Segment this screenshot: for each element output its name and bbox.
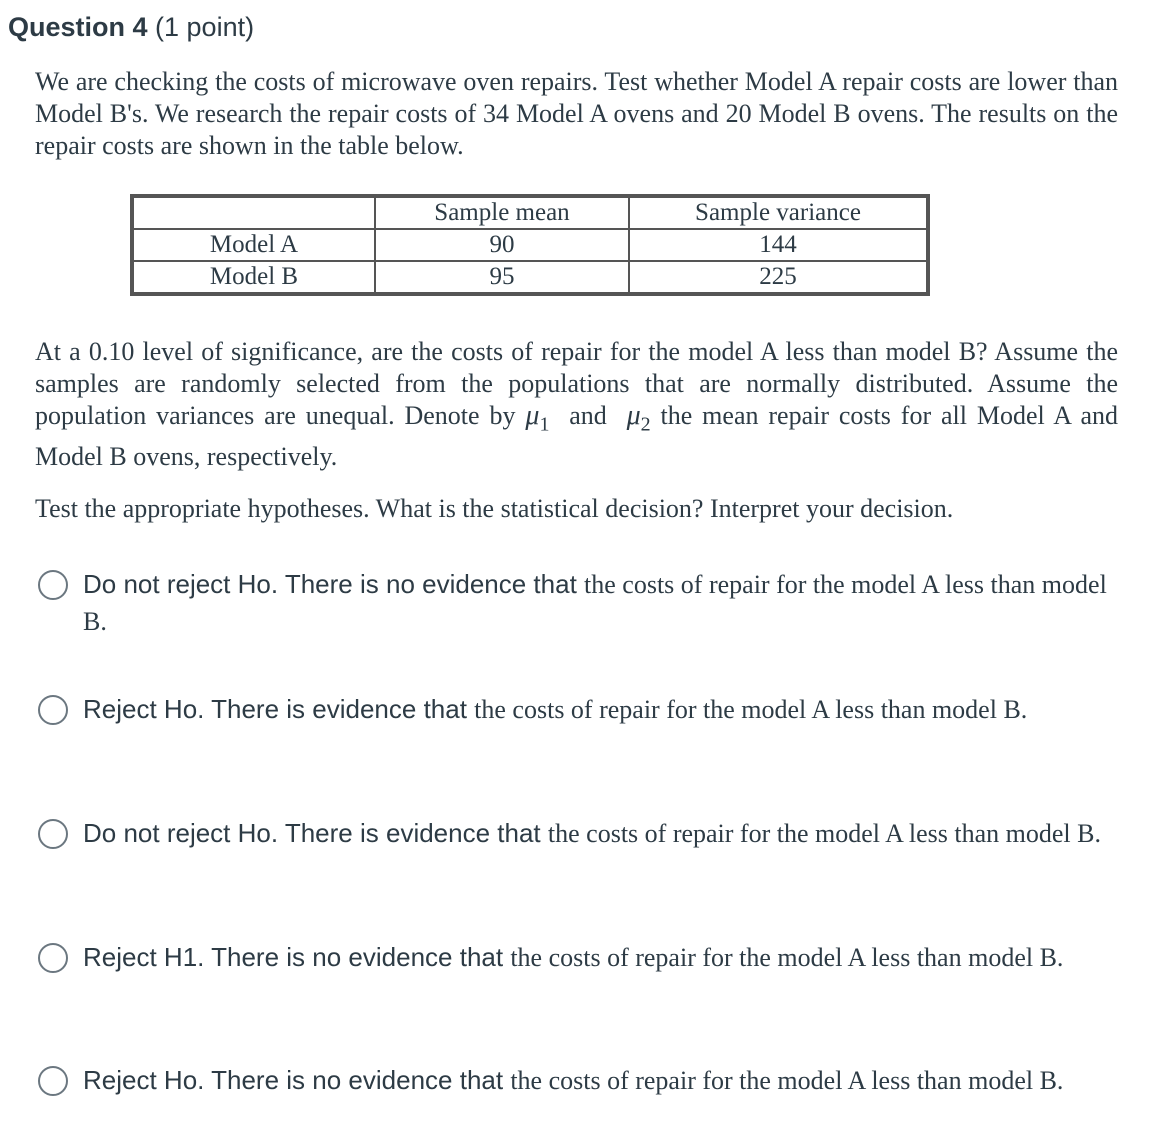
table-cell: Model A	[132, 229, 375, 261]
intro-text: We are checking the costs of microwave oven repairs. Test whether Model A repair costs are lower than Model B's. We research the repair costs of 34 Model A ovens and 20 Model B ovens. The results on the repair costs are shown in the table below.	[35, 67, 1118, 160]
question-header	[8, 12, 254, 43]
question-title: Question 4	[8, 12, 148, 42]
table-cell: Model B	[132, 261, 375, 294]
radio-button[interactable]	[38, 695, 68, 725]
question-text-2: the mean repair costs for all Model A and Model B ovens, respectively.	[35, 401, 1118, 471]
table-cell: 144	[629, 229, 928, 261]
table-header-cell: Sample mean	[375, 196, 629, 229]
question-text-1: At a 0.10 level of significance, are the costs of repair for the model A less than model B? Assume the samples are randomly selected from the populations that are normally distributed. Assume the population variances are unequal. Denote by	[35, 337, 1118, 430]
table-header-cell: Sample variance	[629, 196, 928, 229]
table-cell: 95	[375, 261, 629, 294]
radio-button[interactable]	[38, 570, 68, 600]
option-label: Reject Ho. There is evidence that the costs of repair for the model A less than model B.	[83, 694, 1028, 724]
option-label: Reject H1. There is no evidence that the costs of repair for the model A less than model B.	[83, 942, 1064, 972]
mu1-symbol: $\mu_1$	[525, 400, 550, 436]
table-row	[132, 229, 928, 261]
table-cell: 225	[629, 261, 928, 294]
radio-button[interactable]	[38, 1066, 68, 1096]
radio-button[interactable]	[38, 943, 68, 973]
data-table	[130, 194, 930, 296]
question-and: and	[549, 401, 627, 430]
prompt-text: Test the appropriate hypotheses. What is the statistical decision? Interpret your decision.	[35, 494, 954, 523]
option-label: Reject Ho. There is no evidence that the costs of repair for the model A less than model B.	[83, 1065, 1064, 1095]
question-text	[35, 336, 1118, 473]
radio-button[interactable]	[38, 819, 68, 849]
option-label: Do not reject Ho. There is evidence that the costs of repair for the model A less than model B.	[83, 818, 1101, 848]
mu2-symbol: $\mu_2$	[626, 400, 651, 436]
table-cell: 90	[375, 229, 629, 261]
option-label: Do not reject Ho. There is no evidence that the costs of repair for the model A less than model B.	[83, 569, 1107, 636]
question-points: (1 point)	[147, 12, 255, 42]
table-row	[132, 261, 928, 294]
table-header-row	[132, 196, 928, 229]
table-header-cell	[132, 196, 375, 229]
